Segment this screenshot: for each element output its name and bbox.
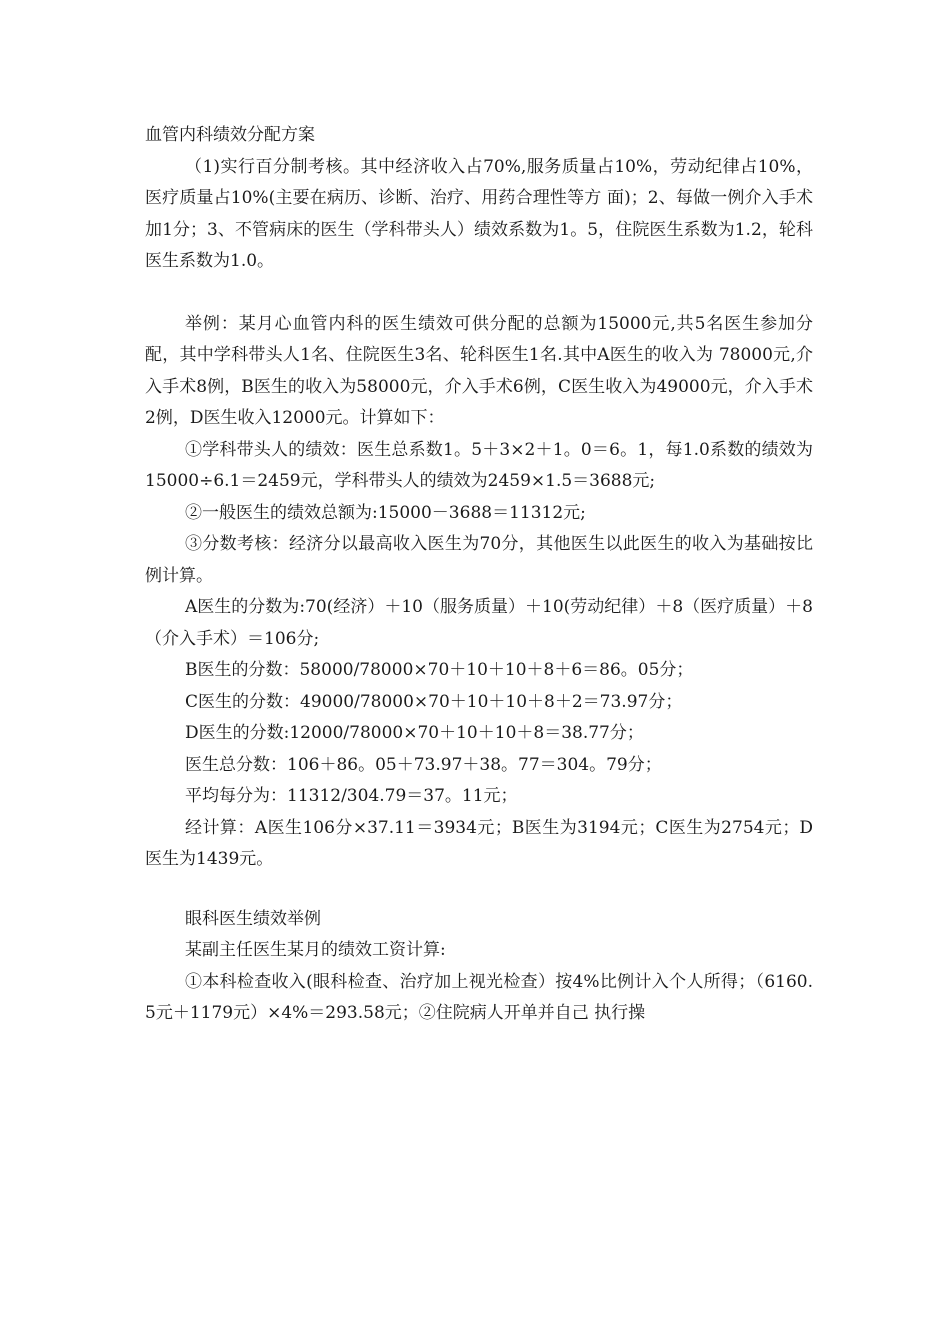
total-score-line: 医生总分数：106＋86。05＋73.97＋38。77＝304。79分； (185, 754, 662, 775)
score-c-line: C医生的分数：49000/78000×70＋10＋10＋8＋2＝73.97分； (185, 691, 683, 712)
result-paragraph: 经计算：A医生106分×37.11＝3934元；B医生为3194元；C医生为2754元；D医生为1439元。 (145, 817, 813, 869)
step-2-paragraph: ②一般医生的绩效总额为:15000－3688＝11312元; (185, 502, 586, 523)
document-body (145, 120, 813, 1030)
scheme-paragraph: （1)实行百分制考核。其中经济收入占70%,服务质量占10%，劳动纪律占10%，医疗质量占10%(主要在病历、诊断、治疗、用药合理性等方 面)；2、每做一例介入手术加1分；3、不管病床的医生（学科带头人）绩效系数为1。5，住院医生系数为1.2，轮科医生系数为1.0。 (145, 156, 813, 271)
section-spacer (145, 876, 813, 904)
score-a-paragraph: A医生的分数为:70(经济）＋10（服务质量）＋10(劳动纪律）＋8（医疗质量）＋8（介入手术）＝106分; (145, 597, 813, 649)
average-per-point-line: 平均每分为：11312/304.79＝37。11元； (185, 786, 518, 806)
paragraph-spacer (145, 278, 813, 309)
document-title: 血管内科绩效分配方案 (145, 125, 315, 145)
score-d-line: D医生的分数:12000/78000×70＋10＋10＋8＝38.77分； (185, 723, 644, 743)
step-1-paragraph: ①学科带头人的绩效：医生总系数1。5＋3×2＋1。0＝6。1，每1.0系数的绩效为15000÷6.1＝2459元，学科带头人的绩效为2459×1.5＝3688元; (145, 439, 813, 491)
score-b-line: B医生的分数：58000/78000×70＋10＋10＋8＋6＝86。05分； (185, 660, 694, 680)
eye-step-1-paragraph: ①本科检查收入(眼科检查、治疗加上视光检查）按4%比例计入个人所得；（6160.5元＋1179元）×4%＝293.58元；②住院病人开单并自己 执行操 (145, 971, 813, 1023)
eye-intro-line: 某副主任医生某月的绩效工资计算: (185, 940, 446, 960)
example-paragraph: 举例：某月心血管内科的医生绩效可供分配的总额为15000元,共5名医生参加分配，其中学科带头人1名、住院医生3名、轮科医生1名.其中A医生的收入为 78000元,介入手术8例，B医生的收入为58000元，介入手术6例，C医生收入为49000元，介入手术2例，D医生收入12000元。计算如下： (145, 313, 813, 428)
eye-section-title: 眼科医生绩效举例 (185, 908, 321, 929)
step-3-paragraph: ③分数考核：经济分以最高收入医生为70分，其他医生以此医生的收入为基础按比例计算。 (145, 534, 813, 586)
